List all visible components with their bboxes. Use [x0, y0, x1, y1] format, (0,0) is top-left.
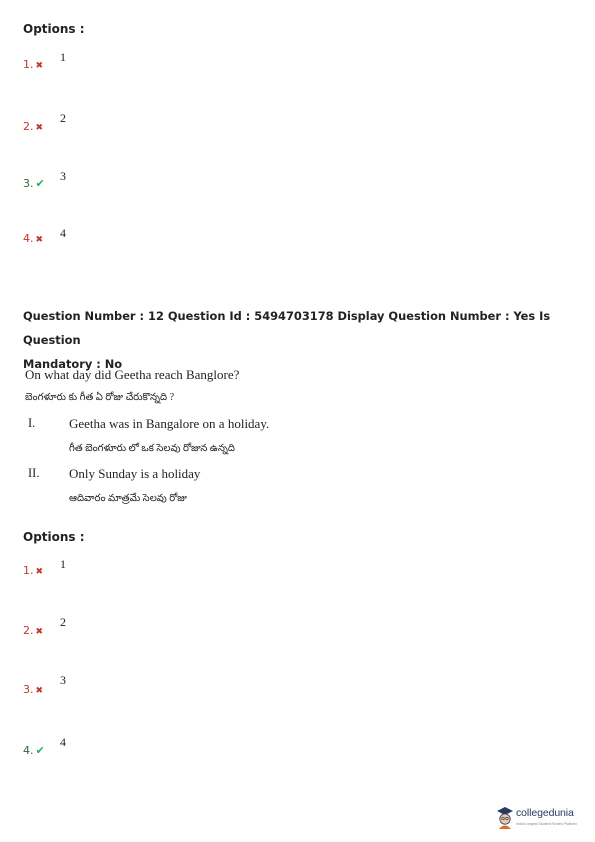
option-1 [23, 58, 43, 71]
option-number: 1. [23, 58, 34, 71]
cross-icon: ✖ [35, 686, 44, 696]
option-4 [23, 744, 45, 757]
statement-telugu: ఆదివారం మాత్రమే సెలవు రోజు [69, 493, 187, 504]
option-value: 2 [60, 111, 66, 125]
options-heading: Options : [23, 22, 85, 36]
statement-number: I. [28, 416, 36, 430]
options-heading: Options : [23, 530, 85, 544]
option-4 [23, 232, 43, 245]
option-number: 1. [23, 564, 34, 577]
question-meta-line: Question Number : 12 Question Id : 5494703178 Display Question Number : Yes Is Question [23, 309, 551, 347]
logo-tagline: India's largest Student Review Platform [516, 822, 577, 826]
option-number: 2. [23, 624, 34, 637]
graduate-icon [496, 806, 514, 830]
check-icon: ✔ [35, 744, 45, 757]
question-text-english: On what day did Geetha reach Banglore? [25, 367, 240, 382]
statement-english: Geetha was in Bangalore on a holiday. [69, 416, 270, 431]
option-3 [23, 683, 43, 696]
question-meta-line: Mandatory : No [23, 357, 123, 371]
option-2 [23, 120, 43, 133]
collegedunia-logo [496, 804, 588, 834]
statement-telugu: గీత బెంగళూరు లో ఒక సెలవు రోజున ఉన్నది [69, 443, 235, 454]
option-number: 3. [23, 683, 34, 696]
cross-icon: ✖ [35, 627, 44, 637]
option-value: 3 [60, 169, 66, 183]
cross-icon: ✖ [35, 235, 44, 245]
logo-name: collegedunia [516, 807, 574, 819]
option-value: 2 [60, 615, 66, 629]
option-number: 3. [23, 177, 34, 190]
question-meta [23, 304, 578, 376]
statement-number: II. [28, 466, 40, 480]
option-3 [23, 177, 45, 190]
cross-icon: ✖ [35, 61, 44, 71]
option-number: 4. [23, 232, 34, 245]
statement-english: Only Sunday is a holiday [69, 466, 201, 481]
option-1 [23, 564, 43, 577]
option-value: 4 [60, 735, 66, 749]
option-value: 4 [60, 226, 66, 240]
option-value: 3 [60, 673, 66, 687]
option-value: 1 [60, 557, 66, 571]
option-2 [23, 624, 43, 637]
option-number: 4. [23, 744, 34, 757]
check-icon: ✔ [35, 177, 45, 190]
cross-icon: ✖ [35, 567, 44, 577]
question-text-telugu: బెంగళూరు కు గీత ఏ రోజు చేరుకొన్నది ? [25, 392, 175, 403]
cross-icon: ✖ [35, 123, 44, 133]
option-value: 1 [60, 50, 66, 64]
option-number: 2. [23, 120, 34, 133]
